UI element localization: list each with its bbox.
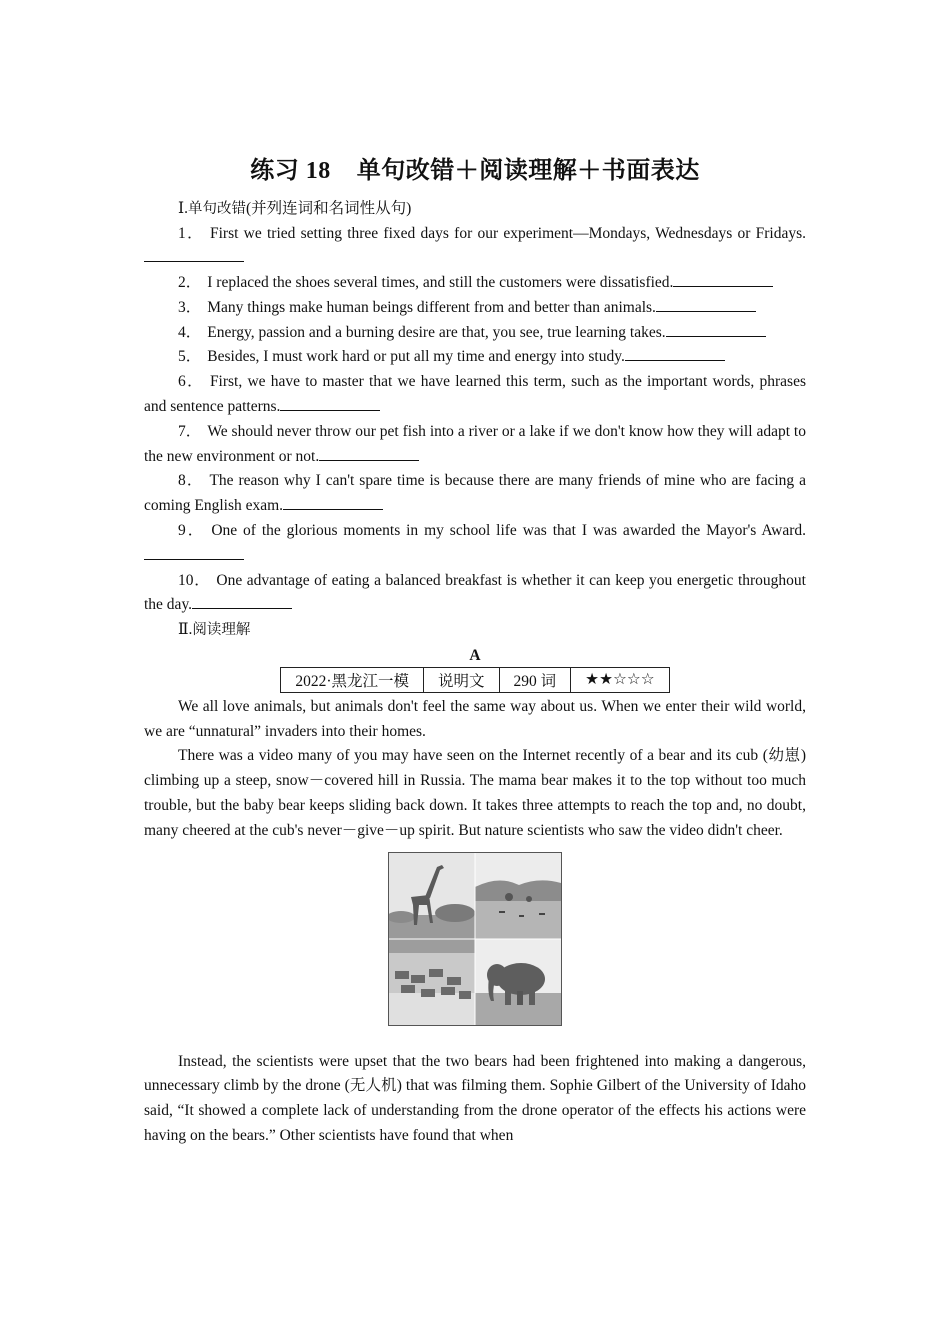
question-item (144, 469, 806, 519)
question-text: First, we have to master that we have learned this term, such as the important words, phrases and sentence patterns. (144, 373, 806, 416)
section-1-label: 单句改错 (188, 201, 246, 217)
section-2-label: 阅读理解 (192, 622, 251, 639)
question-item (144, 569, 806, 619)
passage-info-table (280, 667, 669, 693)
answer-blank[interactable] (144, 247, 244, 262)
section-1-note: (并列连词和名词性从句) (246, 200, 412, 217)
answer-blank[interactable] (625, 346, 725, 361)
section-1-heading (144, 197, 806, 222)
question-item (144, 222, 806, 272)
passage-paragraph-1: We all love animals, but animals don't feel the same way about us. When we enter their wild world, we are “unnatural” invaders into their homes. (144, 697, 806, 740)
section-1-numeral: Ⅰ. (178, 200, 188, 217)
question-number: 10． (178, 571, 211, 589)
question-text: One of the glorious moments in my school life was that I was awarded the Mayor's Award. (211, 522, 806, 540)
question-list (144, 222, 806, 619)
question-item (144, 296, 806, 321)
question-number: 9． (178, 522, 206, 540)
question-number: 5． (178, 348, 202, 366)
question-text: Energy, passion and a burning desire are that, you see, true learning takes. (207, 323, 666, 341)
question-text: I replaced the shoes several times, and still the customers were dissatisfied. (207, 274, 674, 292)
passage-paragraph-2: There was a video many of you may have seen on the Internet recently of a bear and its cub (幼崽) climbing up a steep, snow－covered hill in Russia. The mama bear makes it to the top without too much trouble, but the baby bear keeps sliding back down. It takes three attempts to reach the top and, no doubt, many cheered at the cub's never－give－up spirit. But nature scientists who saw the video didn't cheer. (144, 747, 806, 839)
passage-paragraph-3: Instead, the scientists were upset that the two bears had been frightened into making a dangerous, unnecessary climb by the drone (无人机) that was filming them. Sophie Gilbert of the University of Idaho said, “It showed a complete lack of understanding from the drone operator of the effects his actions were having on the bears.” Other scientists have found that when (144, 1052, 806, 1144)
question-text: One advantage of eating a balanced breakfast is whether it can keep you energetic throughout the day. (144, 571, 806, 614)
question-number: 4． (178, 323, 202, 341)
answer-blank[interactable] (280, 396, 380, 411)
elephant-photo (475, 939, 561, 1025)
passage-letter: A (469, 646, 481, 664)
answer-blank[interactable] (656, 297, 756, 312)
answer-blank[interactable] (319, 446, 419, 461)
passage-source: 2022·黑龙江一模 (281, 667, 424, 692)
question-number: 8． (178, 472, 204, 490)
question-item (144, 370, 806, 420)
question-number: 1． (178, 224, 204, 242)
grassland-photo (475, 853, 561, 939)
question-item (144, 519, 806, 569)
question-item (144, 420, 806, 470)
section-2-heading (144, 618, 806, 643)
question-text: The reason why I can't spare time is because there are many friends of mine who are facing a coming English exam. (144, 472, 806, 515)
question-text: Many things make human beings different from and better than animals. (207, 298, 656, 316)
giraffe-photo (388, 853, 475, 939)
section-2-numeral: Ⅱ. (178, 621, 193, 639)
question-text: Besides, I must work hard or put all my time and energy into study. (207, 348, 625, 366)
passage-word-count: 290 词 (499, 667, 571, 692)
answer-blank[interactable] (666, 322, 766, 337)
question-text: We should never throw our pet fish into a river or a lake if we don't know how they will adapt to the new environment or not. (144, 422, 806, 465)
page-title (144, 150, 806, 185)
answer-blank[interactable] (673, 272, 773, 287)
question-number: 6． (178, 373, 204, 391)
title-left: 练习 18 (250, 158, 331, 184)
passage-difficulty: ★★☆☆☆ (571, 667, 669, 692)
question-item (144, 271, 806, 296)
answer-blank[interactable] (192, 594, 292, 609)
answer-blank[interactable] (144, 545, 244, 560)
question-item (144, 321, 806, 346)
antelope-herd-photo (389, 939, 475, 1025)
wildlife-photo-collage (388, 852, 562, 1026)
question-item (144, 345, 806, 370)
title-right: 单句改错＋阅读理解＋书面表达 (356, 158, 700, 184)
question-number: 2． (178, 274, 202, 292)
question-text: First we tried setting three fixed days for our experiment—Mondays, Wednesdays or Fridays. (210, 224, 806, 242)
worksheet-page (144, 150, 806, 1149)
answer-blank[interactable] (283, 495, 383, 510)
question-number: 7． (178, 422, 202, 440)
passage-genre: 说明文 (424, 667, 500, 692)
question-number: 3． (178, 298, 202, 316)
